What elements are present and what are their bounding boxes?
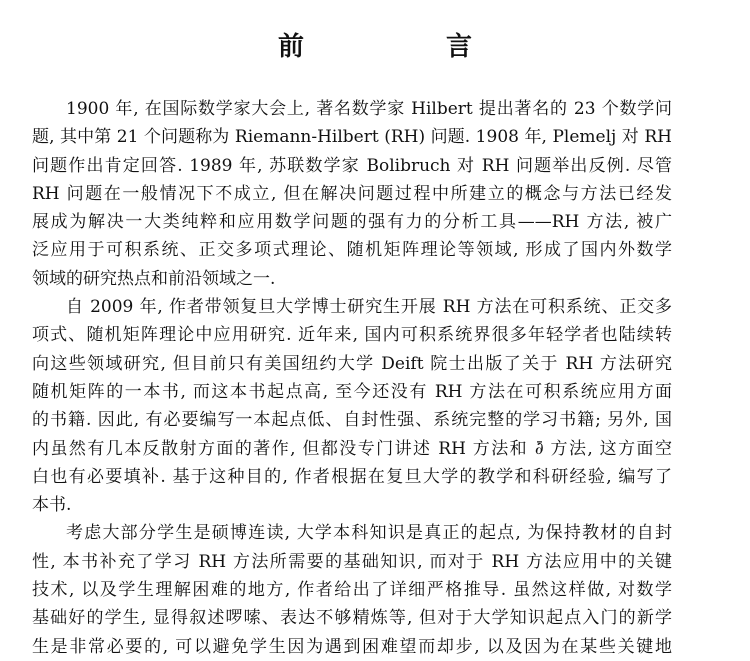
paragraph-2-line-4: 随机矩阵的一本书, 而这本书起点高, 至今还没有 RH 方法在可积系统应用方面 (32, 381, 672, 402)
paragraph-1-line-1: 1900 年, 在国际数学家大会上, 著名数学家 Hilbert 提出著名的 23 个数学问 (66, 99, 672, 119)
preface-body (32, 95, 672, 661)
paragraph-2-line-8: 本书. (32, 495, 72, 516)
paragraph-1-line-7: 领域的研究热点和前沿领域之一. (32, 268, 276, 289)
paragraph-3-line-3: 技术, 以及学生理解困难的地方, 作者给出了详细严格推导. 虽然这样做, 对数学 (32, 580, 672, 601)
paragraph-1-line-4: RH 问题在一般情况下不成立, 但在解决问题过程中所建立的概念与方法已经发 (32, 183, 672, 204)
paragraph-3-line-4: 基础好的学生, 显得叙述啰嗦、表达不够精炼等, 但对于大学知识起点入门的新学 (32, 608, 672, 629)
paragraph-2-line-5: 的书籍. 因此, 有必要编写一本起点低、自封性强、系统完整的学习书籍; 另外, 国 (32, 410, 672, 431)
paragraph-3-line-5: 生是非常必要的, 可以避免学生因为遇到困难望而却步, 以及因为在某些关键地 (32, 636, 672, 657)
paragraph-2-line-2: 项式、随机矩阵理论中应用研究. 近年来, 国内可积系统界很多年轻学者也陆续转 (32, 325, 672, 346)
paragraph-1-line-3: 问题作出肯定回答. 1989 年, 苏联数学家 Bolibruch 对 RH 问题举出反例. 尽管 (32, 155, 672, 176)
paragraph-2-line-3: 向这些领域研究, 但目前只有美国纽约大学 Deift 院士出版了关于 RH 方法研究 (32, 353, 672, 374)
paragraph-1-line-2: 题, 其中第 21 个问题称为 Riemann-Hilbert (RH) 问题. 1908 年, Plemelj 对 RH (32, 127, 672, 148)
paragraph-2-line-6: 内虽然有几本反散射方面的著作, 但都没专门讲述 RH 方法和 ∂̄ 方法, 这方面空 (32, 438, 672, 459)
paragraph-1-line-5: 展成为解决一大类纯粹和应用数学问题的强有力的分析工具——RH 方法, 被广 (32, 212, 672, 233)
paragraph-3-line-2: 性, 本书补充了学习 RH 方法所需要的基础知识, 而对于 RH 方法应用中的关键 (32, 551, 672, 572)
page-title: 前 言 (277, 32, 530, 62)
paragraph-2-line-1: 自 2009 年, 作者带领复旦大学博士研究生开展 RH 方法在可积系统、正交多 (66, 297, 672, 318)
paragraph-2-line-7: 白也有必要填补. 基于这种目的, 作者根据在复旦大学的教学和科研经验, 编写了 (32, 466, 672, 487)
paragraph-3-line-1: 考虑大部分学生是硕博连读, 大学本科知识是真正的起点, 为保持教材的自封 (66, 523, 672, 544)
paragraph-1-line-6: 泛应用于可积系统、正交多项式理论、随机矩阵理论等领域, 形成了国内外数学 (32, 240, 672, 261)
